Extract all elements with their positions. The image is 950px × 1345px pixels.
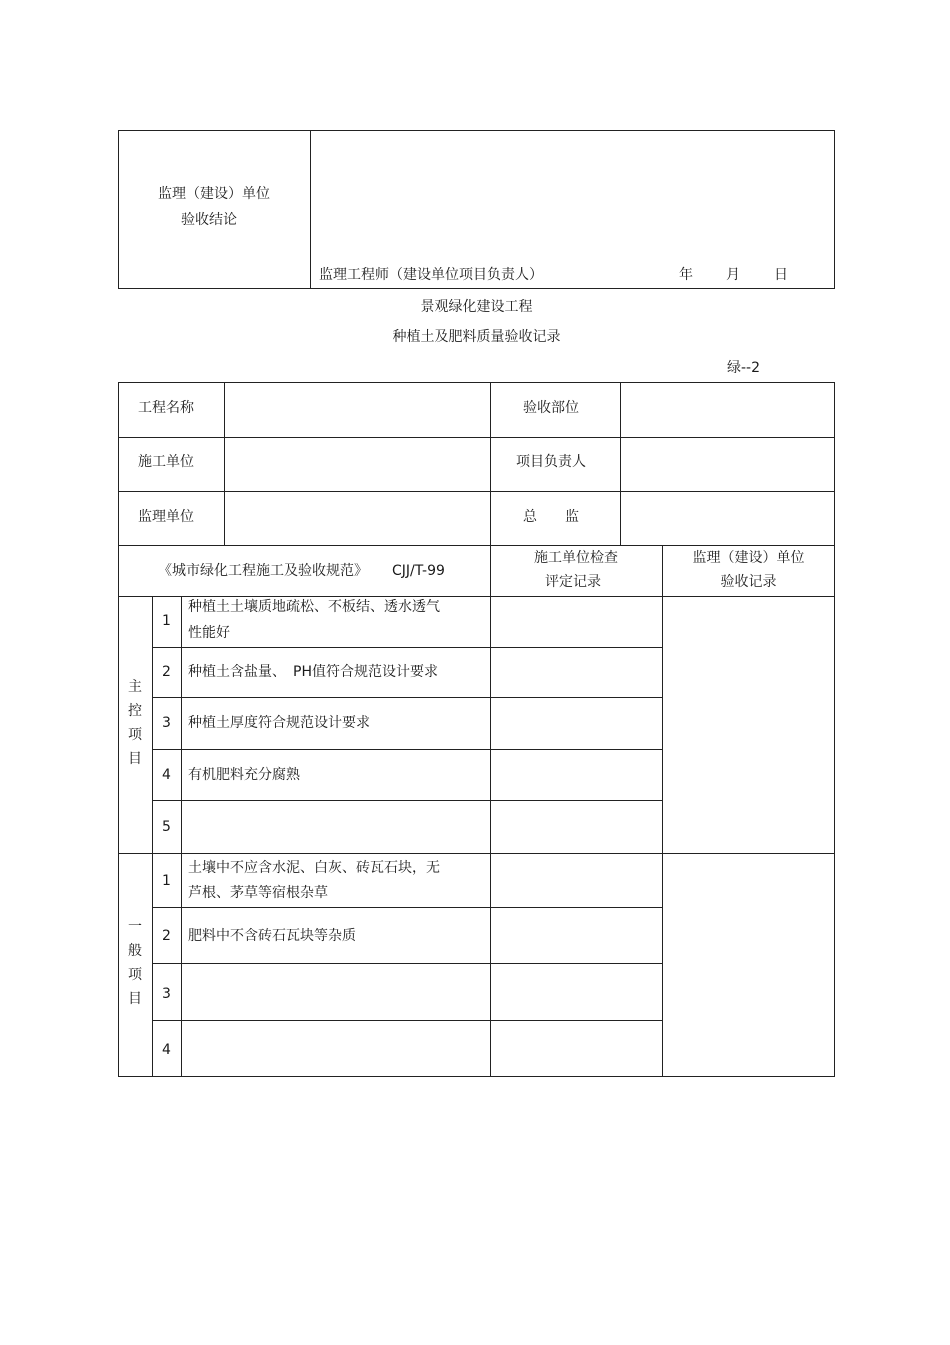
col-divider xyxy=(224,382,225,545)
item-number: 1 xyxy=(162,613,171,629)
conclusion-label-line1: 监理（建设）单位 xyxy=(158,186,270,202)
accept-part-label: 验收部位 xyxy=(523,400,579,416)
general-items-group-label: 一般项目 xyxy=(128,919,142,1007)
item-text: 土壤中不应含水泥、白灰、砖瓦石块，无 xyxy=(188,860,440,876)
item-text: 芦根、茅草等宿根杂草 xyxy=(188,885,328,901)
item-text: 性能好 xyxy=(188,625,230,641)
project-name-label: 工程名称 xyxy=(138,400,194,416)
document-subtitle: 种植土及肥料质量验收记录 xyxy=(392,329,561,345)
check-record-header-line1: 施工单位检查 xyxy=(534,550,618,566)
item-number: 1 xyxy=(162,873,171,889)
row-divider xyxy=(152,647,662,648)
main-items-group-label: 主控项目 xyxy=(128,679,142,767)
conclusion-divider xyxy=(310,130,311,289)
row-divider xyxy=(152,907,662,908)
standard-code: CJJ/T-99 xyxy=(392,563,445,579)
item-number: 2 xyxy=(162,664,171,680)
item-text: 种植土厚度符合规范设计要求 xyxy=(188,715,370,731)
col-divider xyxy=(490,382,491,1077)
supervision-unit-label: 监理单位 xyxy=(138,509,194,525)
date-year-label: 年 xyxy=(679,267,693,283)
item-text: 肥料中不含砖石瓦块等杂质 xyxy=(188,928,356,944)
item-text: 种植土土壤质地疏松、不板结、透水透气 xyxy=(188,599,440,615)
item-text: 有机肥料充分腐熟 xyxy=(188,767,300,783)
row-divider xyxy=(118,437,835,438)
row-divider xyxy=(152,697,662,698)
section-divider xyxy=(118,853,835,854)
row-divider xyxy=(152,749,662,750)
row-divider xyxy=(118,491,835,492)
standard-name: 《城市绿化工程施工及验收规范》 xyxy=(158,563,368,579)
conclusion-label-line2: 验收结论 xyxy=(181,212,237,228)
date-day-label: 日 xyxy=(774,267,788,283)
row-divider xyxy=(152,963,662,964)
item-number: 5 xyxy=(162,819,171,835)
item-number: 4 xyxy=(162,1042,171,1058)
form-code: 绿--2 xyxy=(727,360,761,376)
col-divider xyxy=(620,382,621,545)
item-number: 3 xyxy=(162,715,171,731)
row-divider xyxy=(118,596,835,597)
item-number: 3 xyxy=(162,986,171,1002)
item-text: 种植土含盐量、 PH值符合规范设计要求 xyxy=(188,664,438,680)
construction-unit-label: 施工单位 xyxy=(138,454,194,470)
row-divider xyxy=(152,1020,662,1021)
col-divider xyxy=(662,545,663,1077)
accept-record-header-line2: 验收记录 xyxy=(720,574,777,590)
check-record-header-line2: 评定记录 xyxy=(545,574,601,590)
date-month-label: 月 xyxy=(726,267,740,283)
project-leader-label: 项目负责人 xyxy=(516,454,586,470)
row-divider xyxy=(118,545,835,546)
item-number: 2 xyxy=(162,928,171,944)
document-title: 景观绿化建设工程 xyxy=(420,299,533,315)
number-col-divider xyxy=(181,596,182,1077)
accept-record-header-line1: 监理（建设）单位 xyxy=(692,550,805,566)
row-divider xyxy=(152,800,662,801)
chief-supervisor-label: 总 监 xyxy=(523,509,579,525)
engineer-signature-label: 监理工程师（建设单位项目负责人） xyxy=(319,267,543,283)
item-number: 4 xyxy=(162,767,171,783)
